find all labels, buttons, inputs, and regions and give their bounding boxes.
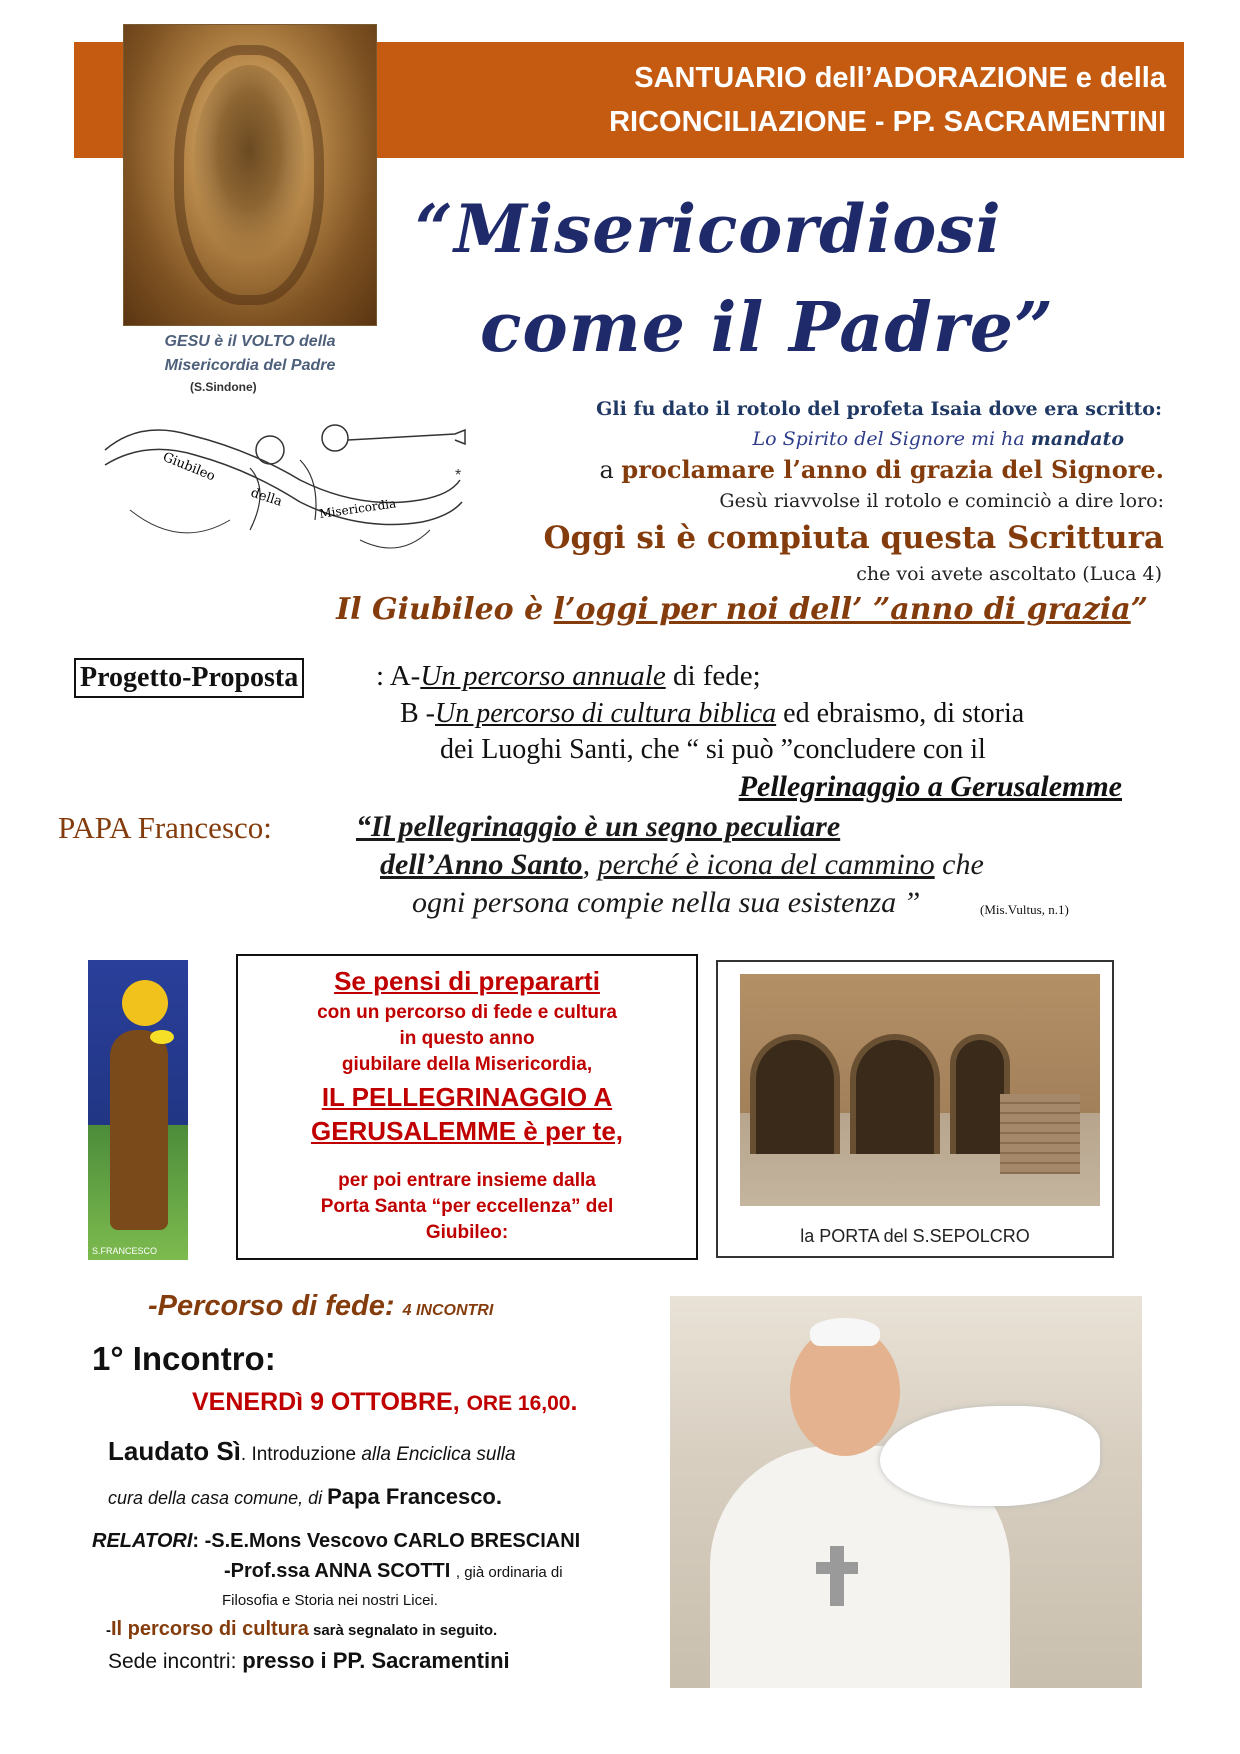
date-main: VENERDì 9 OTTOBRE, [192, 1388, 467, 1416]
banner-word-giubileo: Giubileo [160, 449, 218, 485]
arch-left [750, 1034, 840, 1154]
scripture-line-2a: Lo Spirito del Signore mi ha [752, 428, 1031, 450]
topic-d: Enciclica sulla [396, 1444, 516, 1465]
quote-line-2 [380, 848, 984, 882]
scripture-line-6: che voi avete ascoltato (Luca 4) [856, 563, 1162, 585]
jubilee-line [336, 592, 1148, 627]
quote-source: (Mis.Vultus, n.1) [980, 902, 1069, 917]
francis-signature: S.FRANCESCO [92, 1246, 158, 1256]
scripture-line-3-text: proclamare l’anno di grazia del Signore. [621, 455, 1164, 484]
shroud-source: (S.Sindone) [190, 380, 257, 394]
header-line-2: RICONCILIAZIONE - PP. SACRAMENTINI [609, 106, 1166, 138]
invite-line-2: con un percorso di fede e cultura [317, 1002, 617, 1023]
culture-suffix: sarà segnalato in seguito. [308, 1622, 498, 1639]
shroud-caption-line-2: Misericordia del Padre [164, 357, 336, 374]
jubilee-a: Il Giubileo è [336, 592, 554, 627]
shroud-caption-line-1: GESU è il VOLTO della [164, 333, 336, 350]
speakers-label: RELATORI [92, 1530, 193, 1552]
saint-francis-image [88, 960, 188, 1260]
invite-line-9: Giubileo: [425, 1222, 509, 1243]
title-line-2: come il Padre” [480, 288, 1055, 368]
jubilee-b: l’oggi per noi dell’ ” [553, 592, 891, 627]
quote-2b: , [582, 848, 598, 881]
cross-bar [816, 1562, 858, 1574]
papa-label: PAPA Francesco: [58, 810, 272, 845]
project-a-prefix: : A- [376, 660, 421, 692]
invite-line-8: Porta Santa “per eccellenza” del [320, 1196, 614, 1217]
quote-2a: dell’Anno Santo [380, 848, 583, 881]
course-count: 4 INCONTRI [402, 1302, 494, 1319]
speakers-line-3: Filosofia e Storia nei nostri Licei. [222, 1592, 438, 1609]
topic-c: alla [361, 1444, 397, 1465]
topic-b: . Introduzione [240, 1444, 362, 1465]
scripture-line-2b: mandato [1030, 428, 1124, 450]
jubilee-d: ” [1130, 592, 1148, 627]
sepulchre-photo-box [716, 960, 1114, 1258]
topic-line-2 [108, 1484, 502, 1510]
quote-2d: che [934, 848, 984, 881]
meeting-number: 1° Incontro: [92, 1340, 276, 1377]
course-title: -Percorso di fede: [148, 1290, 403, 1322]
culture-course-note [106, 1618, 497, 1641]
scripture-line-3 [599, 455, 1164, 484]
robe-shape [110, 1030, 168, 1230]
shroud-caption [120, 330, 380, 378]
pope-photo [670, 1296, 1142, 1688]
shroud-image [123, 24, 377, 326]
photo-caption: la PORTA del S.SEPOLCRO [800, 1226, 1030, 1246]
invite-line-3: in questo anno [399, 1028, 535, 1049]
header-line-1: SANTUARIO dell’ADORAZIONE e della [634, 62, 1166, 94]
course-heading [148, 1290, 493, 1323]
jubilee-c: anno di grazia [890, 592, 1131, 627]
project-line-b [400, 698, 1024, 730]
topic-title: Laudato Sì [108, 1436, 241, 1466]
project-line-c: dei Luoghi Santi, che “ si può ”concludere con il [440, 734, 986, 765]
date-dot: . [570, 1388, 578, 1416]
speaker-2: -Prof.ssa ANNA SCOTTI [224, 1560, 456, 1582]
banner-word-misericordia: Misericordia [318, 496, 397, 521]
speaker-1: : -S.E.Mons Vescovo CARLO BRESCIANI [192, 1530, 581, 1552]
project-a-suffix: di fede; [665, 660, 761, 692]
project-line-d: Pellegrinaggio a Gerusalemme [738, 770, 1122, 803]
project-a-text: Un percorso annuale [420, 660, 666, 692]
arch-middle [850, 1034, 940, 1154]
project-line-a [376, 660, 761, 693]
speakers-line-2 [224, 1560, 563, 1583]
cross-icon [830, 1546, 844, 1606]
cura-papa: Papa Francesco. [327, 1484, 502, 1509]
date-time: ORE 16,00 [466, 1392, 571, 1415]
venue-label: Sede incontri: [108, 1650, 243, 1673]
banner-word-della: della [248, 485, 284, 510]
culture-title: Il percorso di cultura [111, 1618, 309, 1640]
project-label: Progetto-Proposta [74, 658, 304, 698]
scripture-line-5: Oggi si è compiuta questa Scrittura [543, 520, 1164, 556]
project-b-prefix: B - [400, 698, 435, 729]
title-line-1: “Misericordiosi [415, 190, 1002, 268]
speakers-line-1 [92, 1530, 580, 1553]
project-b-suffix: ed ebraismo, di storia [776, 698, 1025, 729]
scripture-line-4: Gesù riavvolse il rotolo e cominciò a dire loro: [719, 490, 1164, 512]
header-title [609, 56, 1166, 144]
scripture-line-2 [753, 428, 1124, 450]
star-icon: * [455, 467, 462, 484]
culture-dash: - [106, 1622, 111, 1639]
cura-text: cura della casa comune, [108, 1488, 309, 1508]
quote-line-3: ogni persona compie nella sua esistenza ” [412, 886, 921, 919]
invite-line-6: GERUSALEMME è per te, [310, 1116, 624, 1146]
invite-line-4: giubilare della Misericordia, [341, 1054, 593, 1075]
meeting-date [192, 1388, 577, 1417]
bird-icon [150, 1030, 174, 1044]
cura-di: di [308, 1488, 328, 1508]
stairs [1000, 1094, 1080, 1174]
quote-2c: perché è icona del cammino [597, 848, 935, 881]
sepulchre-photo [740, 974, 1100, 1206]
speaker-2-note: , già ordinaria di [455, 1564, 563, 1581]
scripture-line-1: Gli fu dato il rotolo del profeta Isaia dove era scritto: [596, 398, 1162, 420]
invitation-box [236, 954, 698, 1260]
pope-zucchetto [810, 1318, 880, 1346]
venue-line [108, 1648, 510, 1674]
invite-line-1: Se pensi di prepararti [334, 966, 600, 996]
dove-icon [880, 1406, 1100, 1506]
quote-line-1: “Il pellegrinaggio è un segno peculiare [356, 810, 841, 843]
scripture-line-3-prefix: a [599, 456, 622, 484]
invite-line-5: IL PELLEGRINAGGIO A [321, 1082, 613, 1112]
meeting-topic [108, 1436, 516, 1467]
project-b-text: Un percorso di cultura biblica [435, 698, 777, 729]
venue-value: presso i PP. Sacramentini [242, 1648, 510, 1673]
angels-illustration [100, 410, 480, 570]
shroud-face [194, 65, 304, 255]
invite-line-7: per poi entrare insieme dalla [338, 1170, 596, 1191]
halo-icon [122, 980, 168, 1026]
